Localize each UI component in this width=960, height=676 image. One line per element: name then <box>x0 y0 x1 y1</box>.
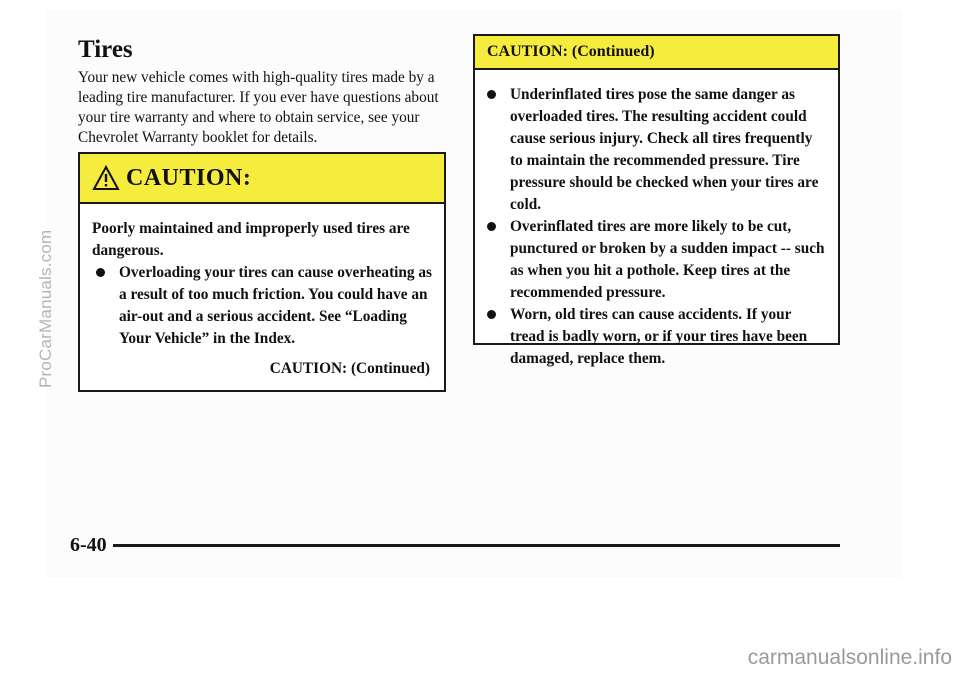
page-number: 6-40 <box>70 533 107 556</box>
bullet-icon <box>96 268 105 277</box>
side-watermark: ProCarManuals.com <box>36 229 55 388</box>
warning-triangle-icon <box>92 165 120 191</box>
caution-lead-text: Poorly maintained and improperly used tires are dangerous. <box>92 220 410 259</box>
bullet-icon <box>487 310 496 319</box>
bullet-text: Overloading your tires can cause overheating as a result of too much friction. You could have an air-out and a serious accident. See “Loading Your Vehicle” in the Index. <box>119 264 433 347</box>
caution-body <box>80 204 444 350</box>
bullet-text: Overinflated tires are more likely to be cut, punctured or broken by a sudden impact -- such as when you hit a pothole. Keep tires at the recommended pressure. <box>510 218 825 301</box>
intro-paragraph: Your new vehicle comes with high-quality tires made by a leading tire manufacturer. If you ever have questions about your tire warranty and where to obtain service, see your Chevrolet Warranty booklet for details. <box>78 69 439 146</box>
bullet-text: Underinflated tires pose the same danger as overloaded tires. The resulting accident could cause serious injury. Check all tires frequently to maintain the recommended pressure. Tire pressure should be checked when your tires are cold. <box>510 86 819 213</box>
bullet-icon <box>487 90 496 99</box>
bullet-text: Worn, old tires can cause accidents. If your tread is badly worn, or if your tires have been damaged, replace them. <box>510 306 808 367</box>
caution-continued-band <box>475 36 838 70</box>
footer-rule <box>113 544 840 547</box>
page-title: Tires <box>78 36 133 63</box>
page-footer <box>70 530 840 560</box>
list-item <box>485 304 828 370</box>
caution-continued-body <box>475 70 838 370</box>
caution-band <box>80 154 444 204</box>
caution-heading: CAUTION: <box>126 164 252 191</box>
list-item <box>485 216 828 304</box>
caution-continued-heading: CAUTION: (Continued) <box>487 43 655 60</box>
list-item <box>94 262 434 350</box>
bullet-icon <box>487 222 496 231</box>
caution-box-right <box>473 34 840 367</box>
list-item <box>485 84 828 216</box>
caution-bullet-list <box>485 84 828 370</box>
caution-bullet-list <box>92 262 434 350</box>
continued-label: CAUTION: (Continued) <box>269 360 430 377</box>
caution-box-left <box>78 152 446 392</box>
bottom-watermark: carmanualsonline.info <box>747 646 952 669</box>
